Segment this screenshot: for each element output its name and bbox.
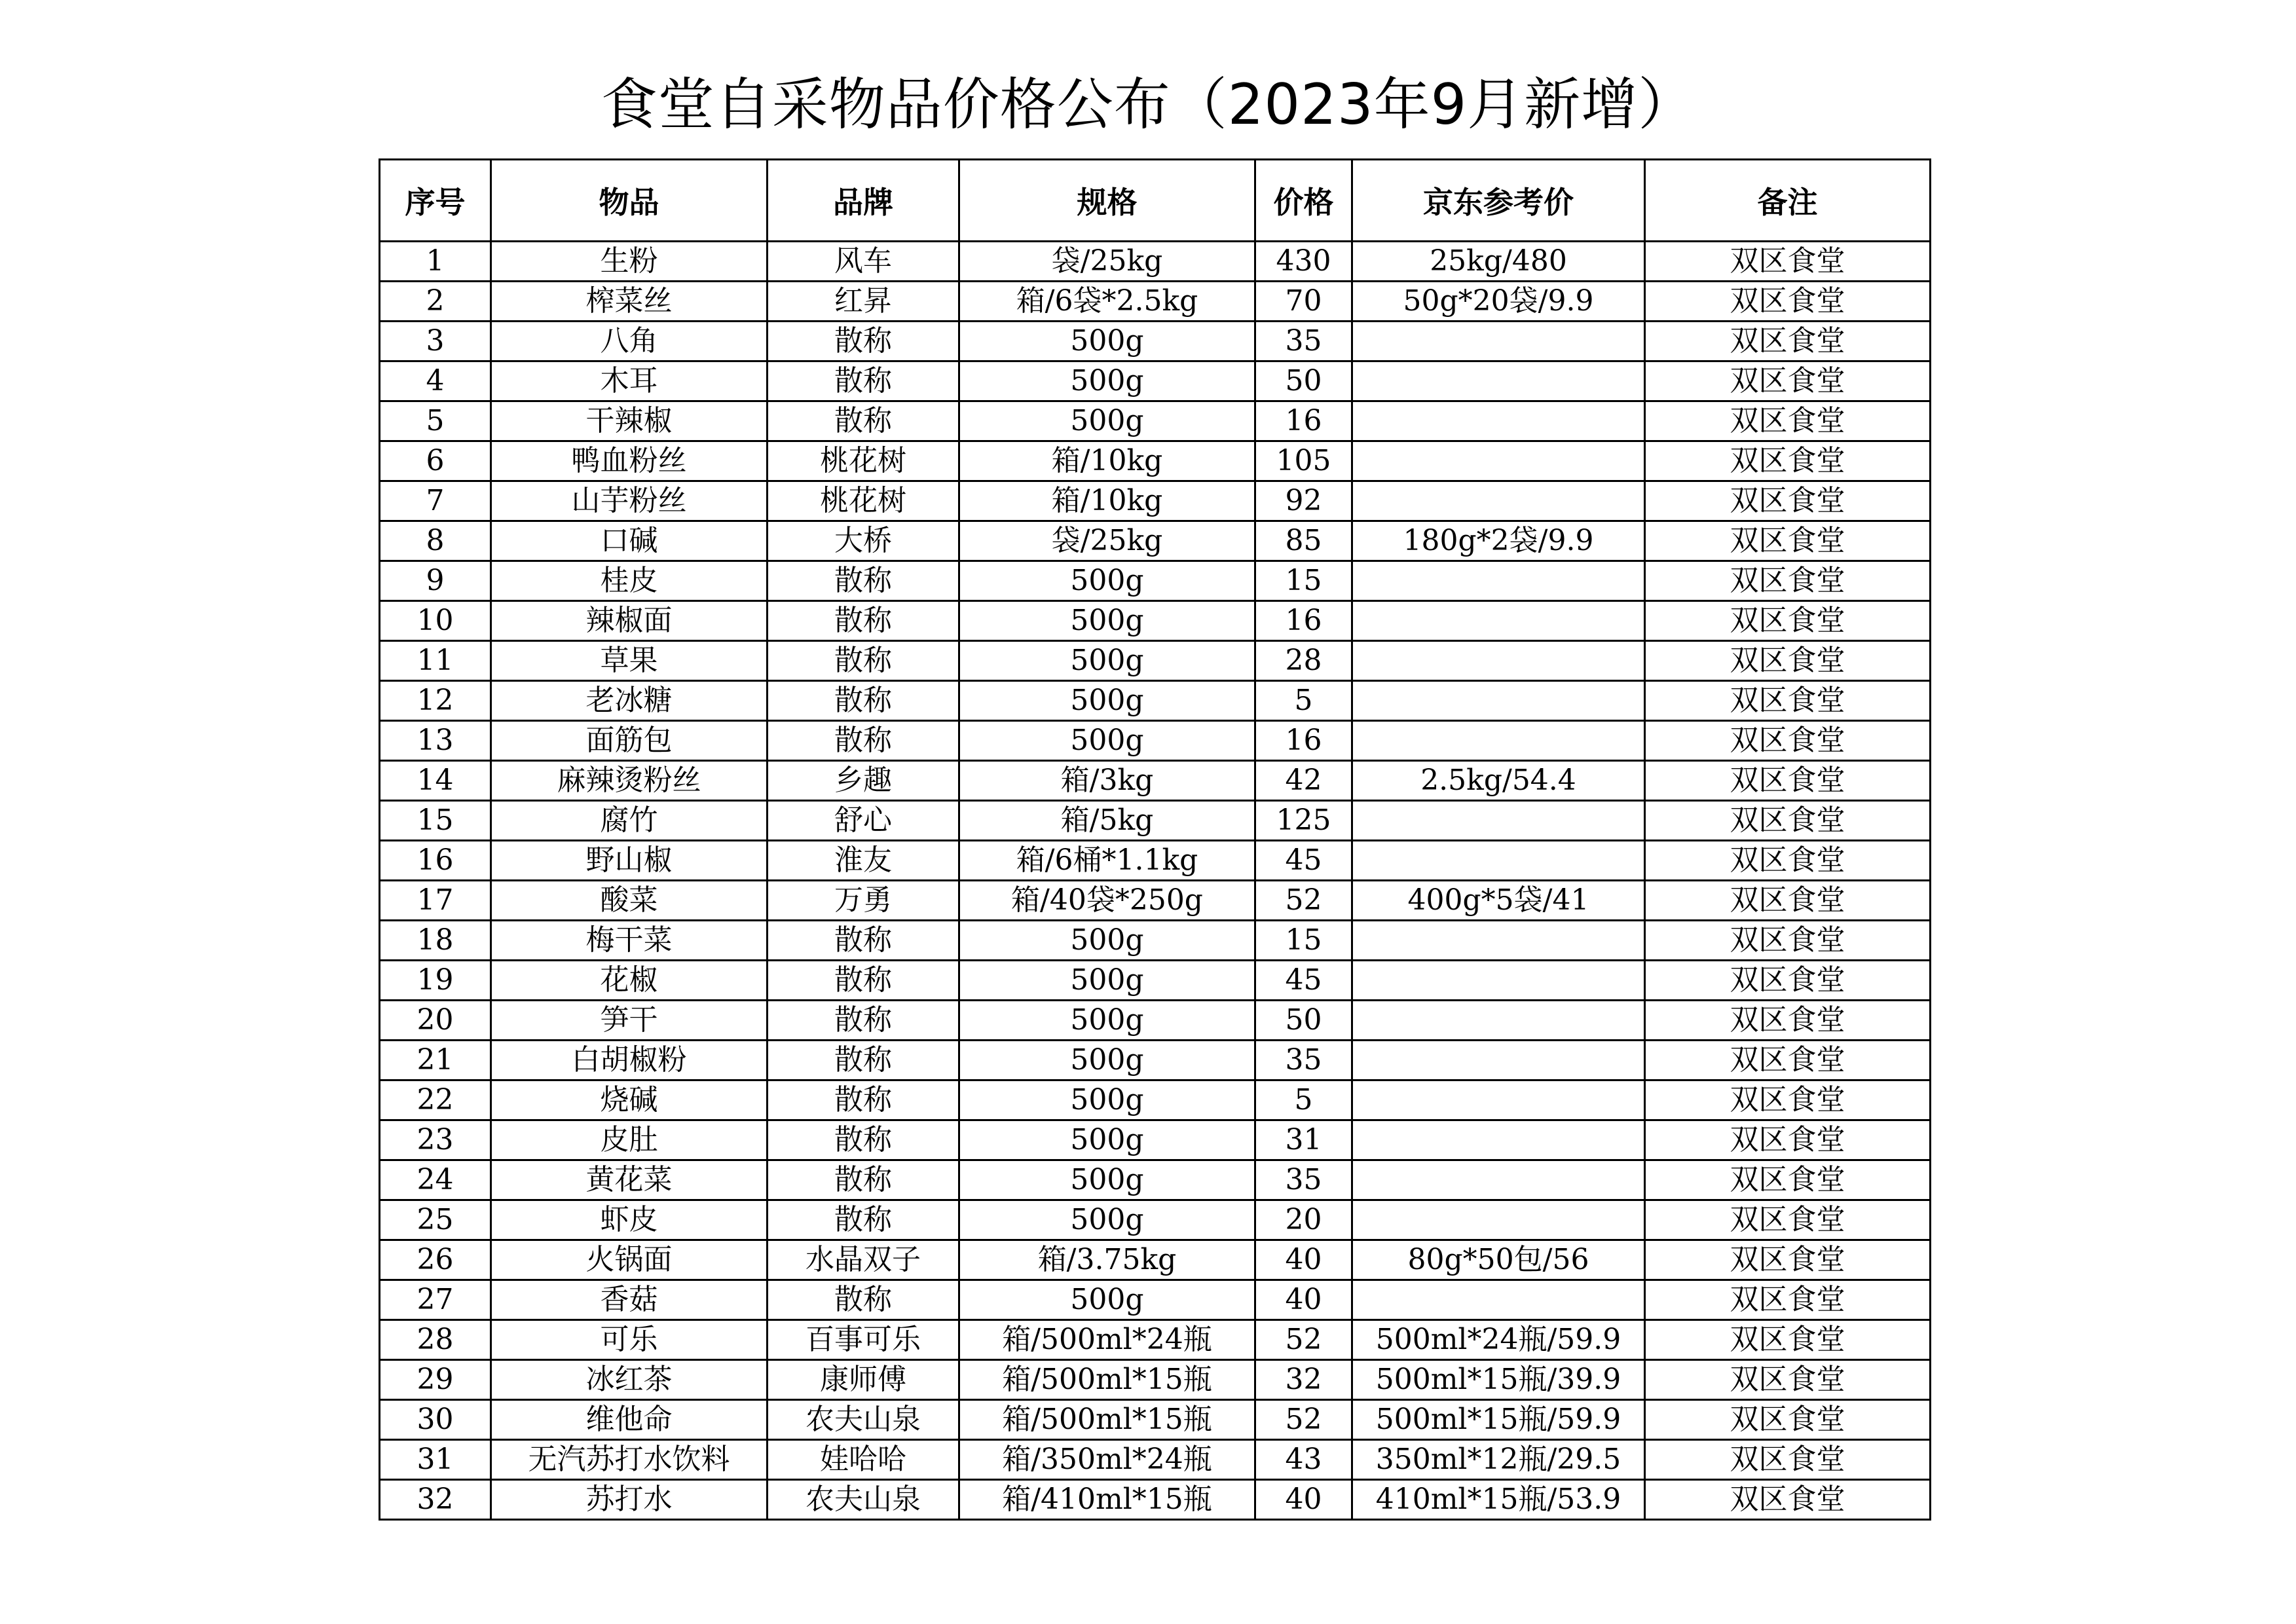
cell-brand: 散称 xyxy=(768,921,959,961)
cell-note: 双区食堂 xyxy=(1645,801,1931,841)
cell-jd-price xyxy=(1352,481,1645,521)
cell-price: 52 xyxy=(1255,1400,1352,1440)
table-row xyxy=(380,481,1931,521)
cell-seq: 29 xyxy=(380,1360,491,1400)
cell-brand: 百事可乐 xyxy=(768,1320,959,1360)
cell-spec: 箱/6桶*1.1kg xyxy=(959,841,1255,881)
table-row xyxy=(380,242,1931,282)
cell-jd-price xyxy=(1352,801,1645,841)
cell-jd-price xyxy=(1352,681,1645,721)
cell-brand: 大桥 xyxy=(768,521,959,561)
cell-spec: 箱/3.75kg xyxy=(959,1240,1255,1280)
cell-brand: 散称 xyxy=(768,1080,959,1120)
cell-seq: 17 xyxy=(380,881,491,921)
cell-item: 麻辣烫粉丝 xyxy=(491,761,768,801)
cell-brand: 乡趣 xyxy=(768,761,959,801)
cell-jd-price xyxy=(1352,641,1645,681)
cell-price: 28 xyxy=(1255,641,1352,681)
cell-seq: 32 xyxy=(380,1480,491,1520)
cell-spec: 箱/500ml*24瓶 xyxy=(959,1320,1255,1360)
cell-brand: 散称 xyxy=(768,721,959,761)
cell-seq: 2 xyxy=(380,282,491,322)
cell-item: 白胡椒粉 xyxy=(491,1041,768,1080)
header-brand: 品牌 xyxy=(768,160,959,242)
table-row xyxy=(380,1360,1931,1400)
cell-brand: 农夫山泉 xyxy=(768,1480,959,1520)
cell-spec: 500g xyxy=(959,1120,1255,1160)
cell-price: 15 xyxy=(1255,561,1352,601)
cell-note: 双区食堂 xyxy=(1645,1400,1931,1440)
cell-item: 笋干 xyxy=(491,1001,768,1041)
cell-seq: 20 xyxy=(380,1001,491,1041)
cell-seq: 19 xyxy=(380,961,491,1001)
cell-seq: 13 xyxy=(380,721,491,761)
table-row xyxy=(380,521,1931,561)
cell-price: 52 xyxy=(1255,881,1352,921)
cell-item: 可乐 xyxy=(491,1320,768,1360)
cell-item: 皮肚 xyxy=(491,1120,768,1160)
cell-jd-price xyxy=(1352,1001,1645,1041)
cell-item: 辣椒面 xyxy=(491,601,768,641)
table-row xyxy=(380,601,1931,641)
cell-note: 双区食堂 xyxy=(1645,242,1931,282)
cell-spec: 箱/10kg xyxy=(959,481,1255,521)
table-body xyxy=(380,242,1931,1520)
cell-seq: 9 xyxy=(380,561,491,601)
table-row xyxy=(380,322,1931,361)
header-note: 备注 xyxy=(1645,160,1931,242)
table-row xyxy=(380,761,1931,801)
cell-price: 50 xyxy=(1255,361,1352,401)
header-spec: 规格 xyxy=(959,160,1255,242)
cell-brand: 散称 xyxy=(768,1041,959,1080)
cell-spec: 500g xyxy=(959,921,1255,961)
cell-seq: 11 xyxy=(380,641,491,681)
cell-item: 野山椒 xyxy=(491,841,768,881)
cell-note: 双区食堂 xyxy=(1645,1320,1931,1360)
cell-brand: 散称 xyxy=(768,1280,959,1320)
table-row xyxy=(380,1280,1931,1320)
cell-note: 双区食堂 xyxy=(1645,401,1931,441)
cell-note: 双区食堂 xyxy=(1645,1440,1931,1480)
cell-spec: 袋/25kg xyxy=(959,521,1255,561)
cell-brand: 万勇 xyxy=(768,881,959,921)
cell-price: 16 xyxy=(1255,721,1352,761)
cell-price: 92 xyxy=(1255,481,1352,521)
cell-jd-price xyxy=(1352,921,1645,961)
cell-seq: 8 xyxy=(380,521,491,561)
table-row xyxy=(380,801,1931,841)
cell-seq: 22 xyxy=(380,1080,491,1120)
cell-brand: 散称 xyxy=(768,361,959,401)
cell-jd-price: 400g*5袋/41 xyxy=(1352,881,1645,921)
cell-spec: 箱/10kg xyxy=(959,441,1255,481)
cell-price: 70 xyxy=(1255,282,1352,322)
cell-note: 双区食堂 xyxy=(1645,1080,1931,1120)
cell-price: 125 xyxy=(1255,801,1352,841)
price-table xyxy=(379,158,1931,1521)
cell-note: 双区食堂 xyxy=(1645,1280,1931,1320)
cell-note: 双区食堂 xyxy=(1645,1200,1931,1240)
cell-item: 烧碱 xyxy=(491,1080,768,1120)
cell-spec: 500g xyxy=(959,721,1255,761)
cell-price: 5 xyxy=(1255,681,1352,721)
cell-note: 双区食堂 xyxy=(1645,841,1931,881)
cell-price: 52 xyxy=(1255,1320,1352,1360)
cell-item: 花椒 xyxy=(491,961,768,1001)
cell-note: 双区食堂 xyxy=(1645,1360,1931,1400)
cell-spec: 500g xyxy=(959,1001,1255,1041)
table-row xyxy=(380,401,1931,441)
cell-brand: 散称 xyxy=(768,1200,959,1240)
cell-brand: 散称 xyxy=(768,1120,959,1160)
cell-jd-price xyxy=(1352,721,1645,761)
cell-jd-price: 180g*2袋/9.9 xyxy=(1352,521,1645,561)
cell-brand: 散称 xyxy=(768,641,959,681)
cell-price: 40 xyxy=(1255,1480,1352,1520)
cell-price: 45 xyxy=(1255,961,1352,1001)
table-row xyxy=(380,681,1931,721)
cell-brand: 康师傅 xyxy=(768,1360,959,1400)
cell-seq: 12 xyxy=(380,681,491,721)
cell-jd-price xyxy=(1352,601,1645,641)
cell-jd-price xyxy=(1352,1080,1645,1120)
cell-item: 香菇 xyxy=(491,1280,768,1320)
cell-jd-price xyxy=(1352,361,1645,401)
cell-note: 双区食堂 xyxy=(1645,561,1931,601)
cell-note: 双区食堂 xyxy=(1645,961,1931,1001)
cell-spec: 500g xyxy=(959,1041,1255,1080)
cell-spec: 500g xyxy=(959,641,1255,681)
cell-spec: 箱/350ml*24瓶 xyxy=(959,1440,1255,1480)
table-row xyxy=(380,1200,1931,1240)
cell-note: 双区食堂 xyxy=(1645,441,1931,481)
cell-jd-price xyxy=(1352,441,1645,481)
cell-note: 双区食堂 xyxy=(1645,921,1931,961)
cell-price: 16 xyxy=(1255,601,1352,641)
header-price: 价格 xyxy=(1255,160,1352,242)
cell-seq: 5 xyxy=(380,401,491,441)
table-header-row xyxy=(380,160,1931,242)
cell-item: 干辣椒 xyxy=(491,401,768,441)
cell-brand: 桃花树 xyxy=(768,441,959,481)
table-row xyxy=(380,961,1931,1001)
header-jd-price: 京东参考价 xyxy=(1352,160,1645,242)
cell-seq: 15 xyxy=(380,801,491,841)
cell-brand: 散称 xyxy=(768,1001,959,1041)
cell-seq: 18 xyxy=(380,921,491,961)
cell-item: 无汽苏打水饮料 xyxy=(491,1440,768,1480)
cell-item: 冰红茶 xyxy=(491,1360,768,1400)
cell-seq: 14 xyxy=(380,761,491,801)
cell-seq: 6 xyxy=(380,441,491,481)
cell-item: 老冰糖 xyxy=(491,681,768,721)
cell-price: 35 xyxy=(1255,322,1352,361)
cell-item: 虾皮 xyxy=(491,1200,768,1240)
cell-note: 双区食堂 xyxy=(1645,1160,1931,1200)
page-title: 食堂自采物品价格公布（2023年9月新增） xyxy=(601,72,1695,138)
cell-seq: 26 xyxy=(380,1240,491,1280)
header-seq: 序号 xyxy=(380,160,491,242)
cell-jd-price: 2.5kg/54.4 xyxy=(1352,761,1645,801)
cell-note: 双区食堂 xyxy=(1645,322,1931,361)
cell-item: 桂皮 xyxy=(491,561,768,601)
cell-jd-price xyxy=(1352,1280,1645,1320)
cell-price: 85 xyxy=(1255,521,1352,561)
cell-spec: 500g xyxy=(959,401,1255,441)
cell-jd-price: 500ml*15瓶/59.9 xyxy=(1352,1400,1645,1440)
cell-note: 双区食堂 xyxy=(1645,1001,1931,1041)
cell-note: 双区食堂 xyxy=(1645,641,1931,681)
cell-brand: 散称 xyxy=(768,401,959,441)
cell-jd-price xyxy=(1352,1120,1645,1160)
table-row xyxy=(380,282,1931,322)
cell-item: 草果 xyxy=(491,641,768,681)
cell-spec: 500g xyxy=(959,322,1255,361)
table-row xyxy=(380,1160,1931,1200)
cell-item: 面筋包 xyxy=(491,721,768,761)
cell-seq: 27 xyxy=(380,1280,491,1320)
table-row xyxy=(380,641,1931,681)
cell-spec: 500g xyxy=(959,1160,1255,1200)
cell-seq: 31 xyxy=(380,1440,491,1480)
cell-seq: 30 xyxy=(380,1400,491,1440)
cell-brand: 散称 xyxy=(768,681,959,721)
cell-spec: 箱/500ml*15瓶 xyxy=(959,1400,1255,1440)
cell-seq: 16 xyxy=(380,841,491,881)
table-row xyxy=(380,1120,1931,1160)
cell-note: 双区食堂 xyxy=(1645,521,1931,561)
cell-price: 105 xyxy=(1255,441,1352,481)
cell-brand: 散称 xyxy=(768,1160,959,1200)
table-row xyxy=(380,1080,1931,1120)
header-item: 物品 xyxy=(491,160,768,242)
cell-brand: 散称 xyxy=(768,561,959,601)
table-row xyxy=(380,1041,1931,1080)
cell-item: 木耳 xyxy=(491,361,768,401)
cell-spec: 500g xyxy=(959,361,1255,401)
cell-item: 八角 xyxy=(491,322,768,361)
cell-note: 双区食堂 xyxy=(1645,761,1931,801)
cell-note: 双区食堂 xyxy=(1645,681,1931,721)
cell-item: 苏打水 xyxy=(491,1480,768,1520)
table-row xyxy=(380,561,1931,601)
cell-item: 梅干菜 xyxy=(491,921,768,961)
cell-spec: 箱/6袋*2.5kg xyxy=(959,282,1255,322)
cell-brand: 散称 xyxy=(768,322,959,361)
cell-jd-price: 410ml*15瓶/53.9 xyxy=(1352,1480,1645,1520)
cell-spec: 500g xyxy=(959,1280,1255,1320)
cell-price: 16 xyxy=(1255,401,1352,441)
cell-seq: 25 xyxy=(380,1200,491,1240)
cell-brand: 农夫山泉 xyxy=(768,1400,959,1440)
cell-brand: 淮友 xyxy=(768,841,959,881)
cell-spec: 箱/40袋*250g xyxy=(959,881,1255,921)
cell-jd-price xyxy=(1352,561,1645,601)
cell-price: 42 xyxy=(1255,761,1352,801)
table-row xyxy=(380,1240,1931,1280)
cell-price: 45 xyxy=(1255,841,1352,881)
cell-price: 20 xyxy=(1255,1200,1352,1240)
cell-price: 40 xyxy=(1255,1280,1352,1320)
cell-note: 双区食堂 xyxy=(1645,1480,1931,1520)
cell-spec: 500g xyxy=(959,961,1255,1001)
cell-spec: 箱/500ml*15瓶 xyxy=(959,1360,1255,1400)
cell-jd-price xyxy=(1352,401,1645,441)
cell-note: 双区食堂 xyxy=(1645,1120,1931,1160)
table-row xyxy=(380,361,1931,401)
cell-price: 430 xyxy=(1255,242,1352,282)
cell-seq: 21 xyxy=(380,1041,491,1080)
cell-note: 双区食堂 xyxy=(1645,601,1931,641)
cell-brand: 水晶双子 xyxy=(768,1240,959,1280)
cell-jd-price: 50g*20袋/9.9 xyxy=(1352,282,1645,322)
cell-jd-price: 350ml*12瓶/29.5 xyxy=(1352,1440,1645,1480)
cell-seq: 10 xyxy=(380,601,491,641)
cell-seq: 4 xyxy=(380,361,491,401)
table-row xyxy=(380,841,1931,881)
cell-spec: 500g xyxy=(959,561,1255,601)
table-row xyxy=(380,881,1931,921)
table-row xyxy=(380,1480,1931,1520)
cell-note: 双区食堂 xyxy=(1645,721,1931,761)
table-row xyxy=(380,721,1931,761)
cell-seq: 7 xyxy=(380,481,491,521)
cell-spec: 袋/25kg xyxy=(959,242,1255,282)
cell-brand: 桃花树 xyxy=(768,481,959,521)
cell-seq: 3 xyxy=(380,322,491,361)
table-row xyxy=(380,1320,1931,1360)
cell-spec: 箱/5kg xyxy=(959,801,1255,841)
cell-spec: 500g xyxy=(959,1200,1255,1240)
cell-seq: 28 xyxy=(380,1320,491,1360)
cell-price: 35 xyxy=(1255,1160,1352,1200)
cell-brand: 散称 xyxy=(768,961,959,1001)
cell-jd-price: 500ml*24瓶/59.9 xyxy=(1352,1320,1645,1360)
cell-brand: 舒心 xyxy=(768,801,959,841)
cell-item: 黄花菜 xyxy=(491,1160,768,1200)
cell-price: 5 xyxy=(1255,1080,1352,1120)
cell-price: 15 xyxy=(1255,921,1352,961)
cell-seq: 24 xyxy=(380,1160,491,1200)
cell-note: 双区食堂 xyxy=(1645,1240,1931,1280)
table-row xyxy=(380,1440,1931,1480)
cell-jd-price xyxy=(1352,1041,1645,1080)
cell-item: 生粉 xyxy=(491,242,768,282)
cell-item: 酸菜 xyxy=(491,881,768,921)
cell-brand: 红昇 xyxy=(768,282,959,322)
cell-price: 40 xyxy=(1255,1240,1352,1280)
cell-item: 山芋粉丝 xyxy=(491,481,768,521)
cell-jd-price: 25kg/480 xyxy=(1352,242,1645,282)
table-row xyxy=(380,441,1931,481)
cell-price: 35 xyxy=(1255,1041,1352,1080)
cell-seq: 1 xyxy=(380,242,491,282)
cell-item: 口碱 xyxy=(491,521,768,561)
table-row xyxy=(380,1001,1931,1041)
cell-spec: 500g xyxy=(959,681,1255,721)
cell-jd-price xyxy=(1352,841,1645,881)
cell-jd-price: 500ml*15瓶/39.9 xyxy=(1352,1360,1645,1400)
cell-price: 31 xyxy=(1255,1120,1352,1160)
cell-spec: 箱/410ml*15瓶 xyxy=(959,1480,1255,1520)
cell-item: 腐竹 xyxy=(491,801,768,841)
cell-price: 32 xyxy=(1255,1360,1352,1400)
table-row xyxy=(380,921,1931,961)
cell-item: 榨菜丝 xyxy=(491,282,768,322)
cell-item: 火锅面 xyxy=(491,1240,768,1280)
cell-item: 维他命 xyxy=(491,1400,768,1440)
cell-brand: 娃哈哈 xyxy=(768,1440,959,1480)
cell-brand: 风车 xyxy=(768,242,959,282)
cell-note: 双区食堂 xyxy=(1645,282,1931,322)
cell-note: 双区食堂 xyxy=(1645,881,1931,921)
cell-jd-price xyxy=(1352,322,1645,361)
cell-note: 双区食堂 xyxy=(1645,361,1931,401)
cell-jd-price xyxy=(1352,961,1645,1001)
cell-spec: 箱/3kg xyxy=(959,761,1255,801)
cell-seq: 23 xyxy=(380,1120,491,1160)
cell-jd-price xyxy=(1352,1160,1645,1200)
table-row xyxy=(380,1400,1931,1440)
cell-spec: 500g xyxy=(959,601,1255,641)
cell-price: 50 xyxy=(1255,1001,1352,1041)
cell-item: 鸭血粉丝 xyxy=(491,441,768,481)
cell-note: 双区食堂 xyxy=(1645,481,1931,521)
cell-price: 43 xyxy=(1255,1440,1352,1480)
cell-spec: 500g xyxy=(959,1080,1255,1120)
cell-jd-price xyxy=(1352,1200,1645,1240)
cell-jd-price: 80g*50包/56 xyxy=(1352,1240,1645,1280)
cell-brand: 散称 xyxy=(768,601,959,641)
cell-note: 双区食堂 xyxy=(1645,1041,1931,1080)
